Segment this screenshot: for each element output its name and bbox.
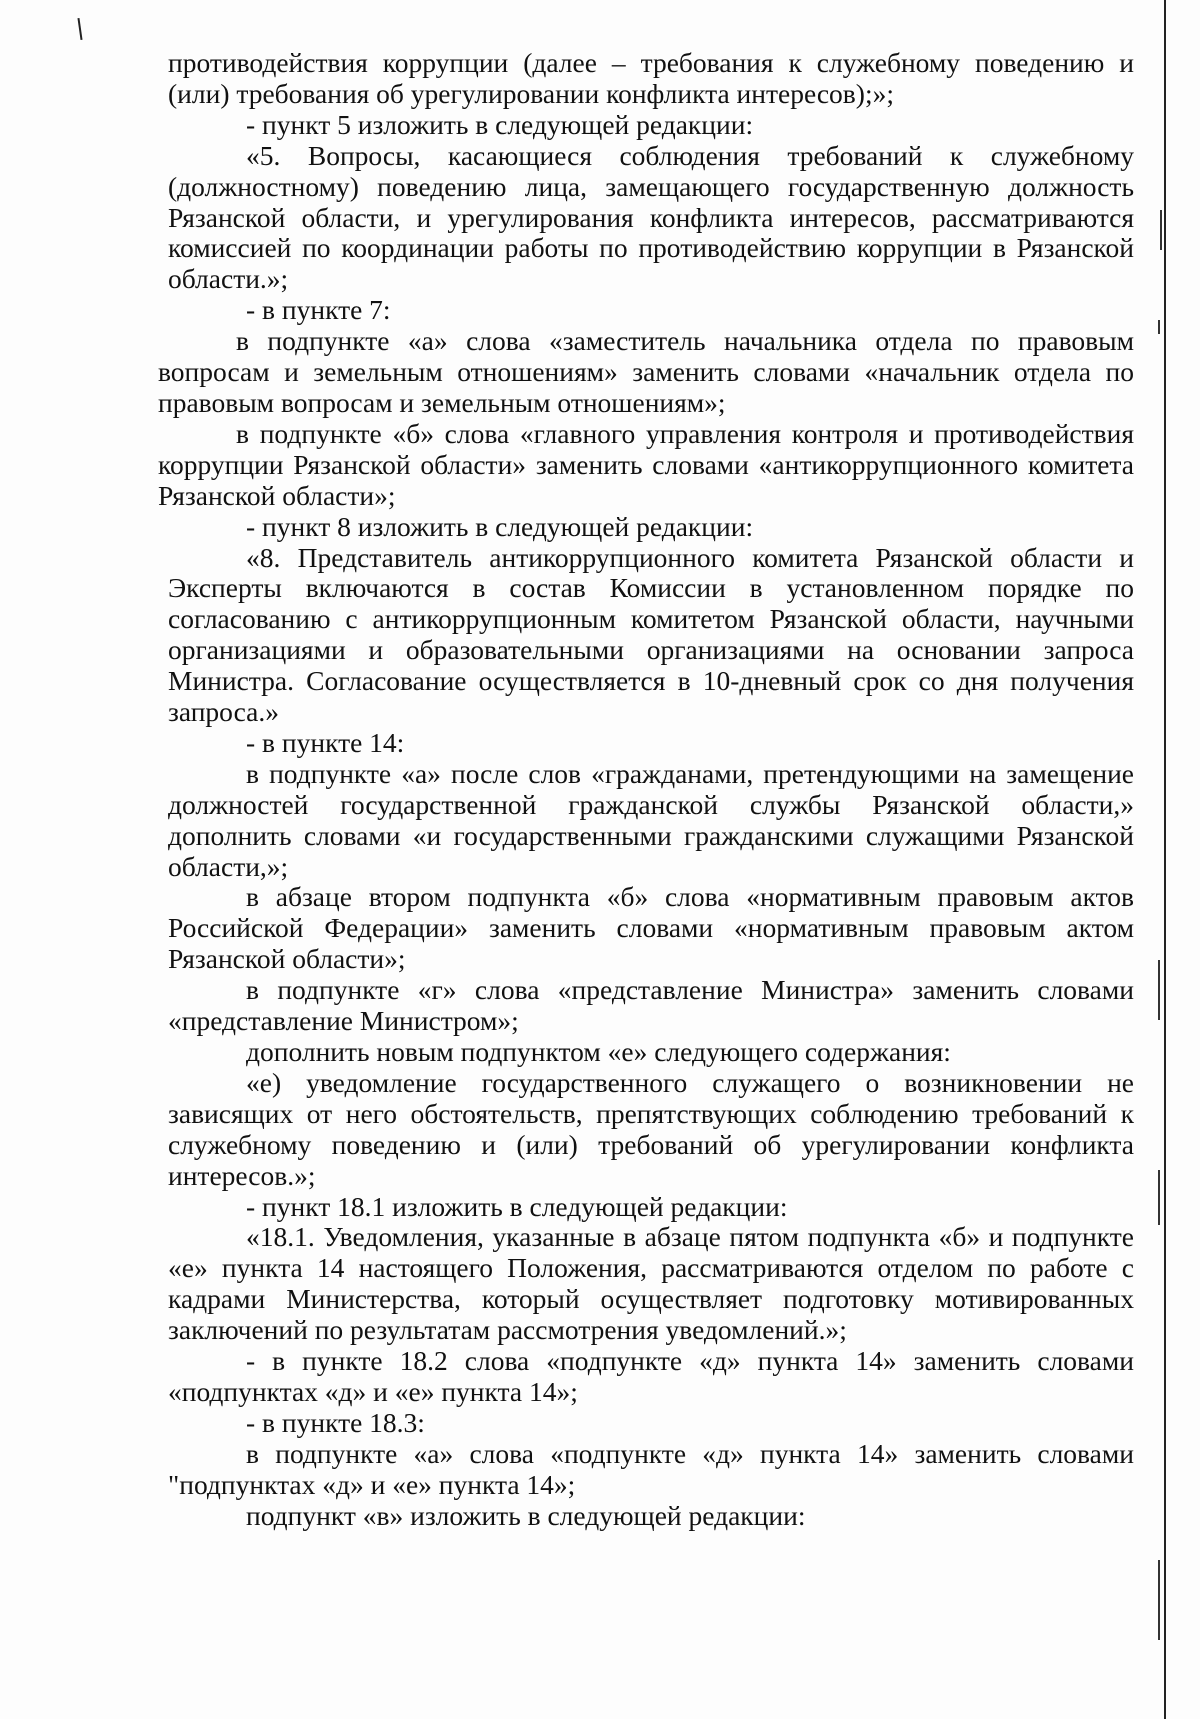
- scan-artifact-mark: [1158, 960, 1160, 1020]
- paragraph: - в пункте 18.2 слова «подпункте «д» пункта 14» заменить словами «подпунктах «д» и «е» пункта 14»;: [168, 1345, 1134, 1407]
- paragraph: «5. Вопросы, касающиеся соблюдения требований к служебному (должностному) поведению лица, замещающего государственную должность Рязанской области, и урегулирования конфликта интересов, рассматриваются комиссией по координации работы по противодействию коррупции в Рязанской области.»;: [168, 139, 1134, 295]
- paragraph: в подпункте «а» слова «заместитель начальника отдела по правовым вопросам и земельным отношениям» заменить словами «начальник отдела по правовым вопросам и земельным отношениям»;: [158, 325, 1134, 418]
- paragraph: - в пункте 18.3:: [246, 1406, 425, 1438]
- paragraph: противодействия коррупции (далее – требования к служебному поведению и (или) требования об урегулировании конфликта интересов);»;: [168, 47, 1134, 109]
- scan-right-edge: [1164, 0, 1166, 1719]
- paragraph: подпункт «в» изложить в следующей редакции:: [246, 1499, 806, 1531]
- scan-artifact-mark: [1160, 210, 1162, 250]
- paragraph: в подпункте «а» слова «подпункте «д» пункта 14» заменить словами "подпунктах «д» и «е» пункта 14»;: [168, 1437, 1134, 1500]
- paragraph: - в пункте 14:: [246, 726, 405, 758]
- paragraph: - пункт 8 изложить в следующей редакции:: [246, 510, 754, 542]
- paragraph: - в пункте 7:: [246, 294, 391, 326]
- paragraph: - пункт 5 изложить в следующей редакции:: [246, 108, 754, 140]
- paragraph: дополнить новым подпунктом «е» следующего содержания:: [246, 1036, 951, 1067]
- paragraph: в подпункте «а» после слов «гражданами, претендующими на замещение должностей государственной гражданской службы Рязанской области,» дополнить словами «и государственными гражданскими служащими Рязанской области,»;: [168, 757, 1134, 882]
- paragraph: «е) уведомление государственного служащего о возникновении не зависящих от него обстоятельств, препятствующих соблюдению требований к служебному поведению и (или) требований об урегулировании конфликта интересов.»;: [168, 1066, 1134, 1191]
- scan-artifact-mark: [77, 18, 82, 40]
- paragraph: в подпункте «г» слова «представление Министра» заменить словами «представление Министром»;: [168, 974, 1134, 1037]
- paragraph: в абзаце втором подпункта «б» слова «нормативным правовым актов Российской Федерации» заменить словами «нормативным правовым актом Рязанской области»;: [168, 881, 1134, 975]
- paragraph: - пункт 18.1 изложить в следующей редакции:: [246, 1190, 788, 1222]
- document-body: [158, 47, 1134, 1532]
- paragraph: в подпункте «б» слова «главного управления контроля и противодействия коррупции Рязанской области» заменить словами «антикоррупционного комитета Рязанской области»;: [158, 417, 1134, 511]
- scan-artifact-mark: [1158, 320, 1160, 334]
- scan-artifact-mark: [1158, 1170, 1160, 1225]
- scan-artifact-mark: [1158, 1560, 1160, 1640]
- paragraph: «8. Представитель антикоррупционного комитета Рязанской области и Эксперты включаются в состав Комиссии в установленном порядке по согласованию с антикоррупционным комитетом Рязанской области, научными организациями и образовательными организациями на основании запроса Министра. Согласование осуществляется в 10-дневный срок со дня получения запроса.»: [168, 541, 1134, 728]
- paragraph: «18.1. Уведомления, указанные в абзаце пятом подпункта «б» и подпункте «е» пункта 14 настоящего Положения, рассматриваются отделом по работе с кадрами Министерства, который осуществляет подготовку мотивированных заключений по результатам рассмотрения уведомлений.»;: [168, 1221, 1134, 1346]
